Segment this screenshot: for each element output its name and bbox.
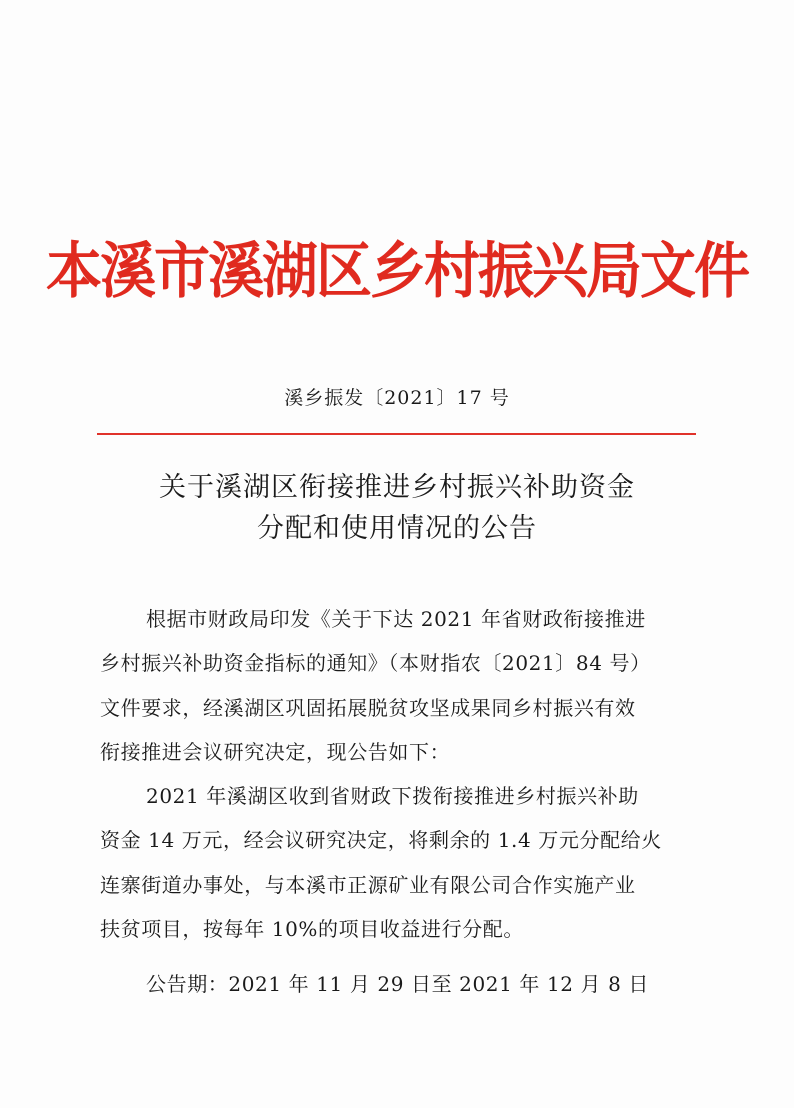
paragraph-line: 2021 年溪湖区收到省财政下拨衔接推进乡村振兴补助 — [146, 784, 639, 809]
paragraph-line: 扶贫项目，按每年 10%的项目收益进行分配。 — [100, 917, 525, 942]
notice-period: 公告期：2021 年 11 月 29 日至 2021 年 12 月 8 日 — [146, 972, 650, 996]
paragraph-line: 乡村振兴补助资金指标的通知》（本财指农〔2021〕84 号） — [100, 651, 651, 676]
notice-body — [100, 597, 700, 951]
paragraph-2 — [100, 774, 700, 951]
paragraph-line: 衔接推进会议研究决定，现公告如下： — [100, 739, 451, 764]
paragraph-1 — [100, 597, 700, 774]
masthead-title: 本溪市溪湖区乡村振兴局文件 — [46, 236, 748, 307]
document-number: 溪乡振发〔2021〕17 号 — [284, 387, 510, 409]
paragraph-line: 连寨街道办事处，与本溪市正源矿业有限公司合作实施产业 — [100, 872, 636, 897]
red-divider-line — [97, 433, 696, 435]
paragraph-line: 文件要求，经溪湖区巩固拓展脱贫攻坚成果同乡村振兴有效 — [100, 695, 636, 720]
notice-title-line-1: 关于溪湖区衔接推进乡村振兴补助资金 — [159, 472, 635, 503]
notice-title-line-2: 分配和使用情况的公告 — [257, 513, 537, 544]
paragraph-line: 资金 14 万元，经会议研究决定，将剩余的 1.4 万元分配给火 — [100, 828, 662, 853]
paragraph-line: 根据市财政局印发《关于下达 2021 年省财政衔接推进 — [146, 607, 646, 631]
